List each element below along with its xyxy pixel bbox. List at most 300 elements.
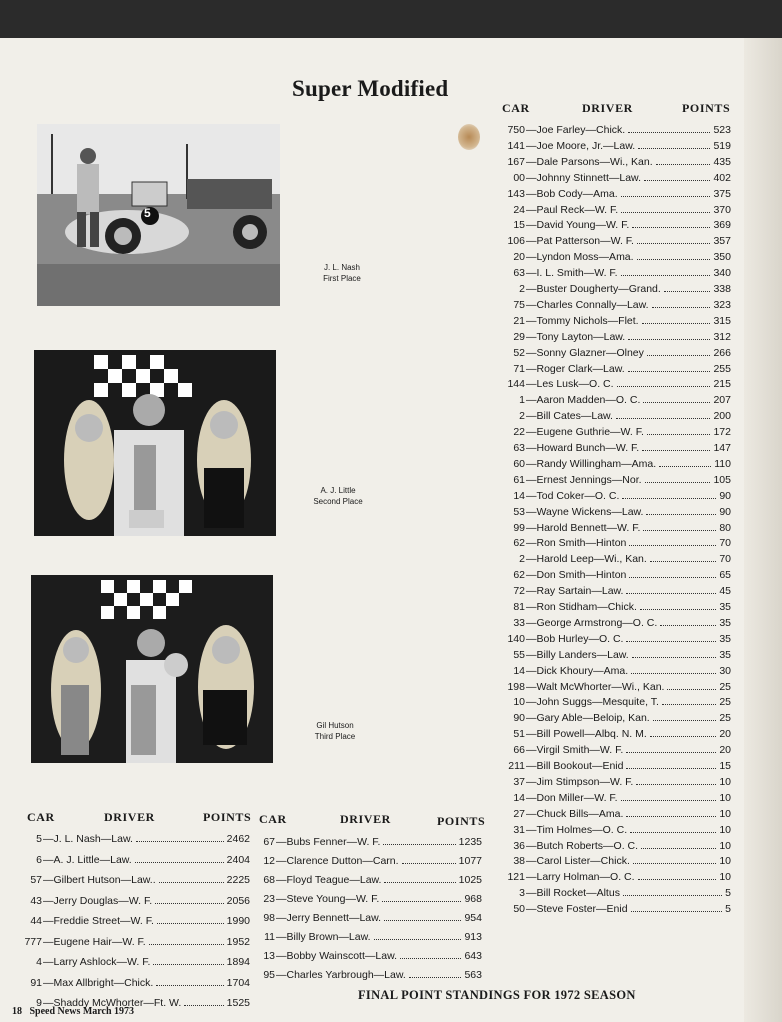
leader-dots — [647, 434, 711, 435]
points-value: 2462 — [226, 833, 250, 845]
standings-row — [493, 537, 731, 549]
car-number: 11 — [264, 931, 275, 943]
car-number: 20 — [513, 251, 525, 264]
driver-name: —I. L. Smith—W. F. — [526, 267, 618, 280]
standings-row — [493, 728, 731, 740]
driver-name: —Gilbert Hutson—Law.. — [43, 874, 156, 886]
car-number: 5 — [144, 206, 151, 220]
header-driver: DRIVER — [104, 810, 155, 824]
leader-dots — [621, 212, 710, 213]
driver-name: —John Suggs—Mesquite, T. — [526, 696, 659, 709]
leader-dots — [632, 227, 710, 228]
leader-dots — [640, 609, 716, 610]
standings-row — [493, 299, 731, 311]
car-number: 90 — [513, 712, 525, 725]
points-value: 200 — [713, 410, 731, 423]
standings-row — [493, 569, 731, 581]
points-value: 10 — [719, 871, 731, 884]
standings-row — [493, 140, 731, 152]
caption-name: Gil Hutson — [316, 721, 354, 730]
points-value: 2225 — [226, 874, 250, 886]
caption-name: A. J. Little — [320, 486, 356, 495]
standings-row — [250, 855, 482, 867]
leader-dots — [638, 148, 710, 149]
leader-dots — [626, 593, 716, 594]
standings-row — [250, 969, 482, 981]
leader-dots — [157, 923, 224, 924]
header-points: POINTS — [682, 101, 731, 115]
leader-dots — [383, 844, 455, 845]
car-number: 67 — [263, 836, 275, 848]
points-value: 312 — [713, 330, 731, 343]
points-value: 172 — [713, 426, 731, 439]
driver-name: —Chuck Bills—Ama. — [526, 807, 624, 820]
car-number: 3 — [519, 887, 525, 900]
car-number: 167 — [507, 155, 525, 168]
points-value: 255 — [713, 362, 731, 375]
leader-dots — [623, 895, 722, 896]
car-number: 14 — [513, 489, 525, 502]
photo-second-place — [34, 350, 276, 536]
standings-row — [493, 156, 731, 168]
stain — [458, 124, 480, 150]
leader-dots — [384, 882, 455, 883]
points-value: 90 — [719, 505, 731, 518]
leader-dots — [153, 964, 223, 965]
standings-row — [493, 776, 731, 788]
car-number: 143 — [507, 187, 525, 200]
car-number: 121 — [507, 871, 525, 884]
leader-dots — [626, 816, 716, 817]
leader-dots — [637, 243, 711, 244]
winners-photo — [31, 575, 273, 763]
driver-name: —Max Allbright—Chick. — [43, 976, 154, 989]
leader-dots — [136, 841, 224, 842]
driver-name: —Tommy Nichols—Flet. — [526, 314, 639, 327]
car-number: 23 — [263, 893, 275, 905]
car-number: 27 — [513, 807, 525, 820]
driver-name: —Roger Clark—Law. — [526, 362, 625, 375]
leader-dots — [633, 863, 716, 864]
driver-name: —Sonny Glazner—Olney — [526, 346, 644, 359]
car-number: 141 — [507, 139, 525, 152]
leader-dots — [656, 164, 711, 165]
driver-name: —Billy Brown—Law. — [276, 931, 371, 943]
points-value: 20 — [719, 728, 731, 741]
points-value: 110 — [714, 457, 731, 470]
driver-name: —Clarence Dutton—Carn. — [276, 855, 399, 867]
points-value: 10 — [719, 775, 731, 788]
leader-dots — [135, 862, 224, 863]
standings-row — [493, 219, 731, 231]
standings-row — [493, 792, 731, 804]
leader-dots — [650, 561, 717, 562]
photo-third-place — [31, 575, 273, 763]
points-value: 1525 — [226, 997, 250, 1009]
points-value: 70 — [719, 553, 731, 566]
points-value: 350 — [713, 251, 731, 264]
points-value: 338 — [713, 283, 731, 295]
standings-row — [493, 696, 731, 708]
standings-row — [493, 617, 731, 629]
standings-row — [493, 331, 731, 343]
car-number: 13 — [263, 950, 275, 962]
driver-name: —Eugene Hair—W. F. — [43, 935, 146, 948]
car-number: 14 — [513, 664, 525, 677]
car-number: 24 — [513, 203, 525, 216]
standings-row — [493, 124, 731, 136]
driver-name: —A. J. Little—Law. — [43, 853, 132, 866]
driver-name: —Wayne Wickens—Law. — [526, 505, 644, 518]
driver-name: —Bill Rocket—Altus — [526, 887, 620, 900]
points-value: 10 — [719, 823, 731, 836]
leader-dots — [642, 450, 710, 451]
driver-name: —Charles Connally—Law. — [526, 298, 649, 311]
points-value: 375 — [713, 187, 731, 200]
page-title: Super Modified — [292, 76, 449, 101]
points-value: 402 — [713, 171, 731, 184]
points-value: 913 — [464, 931, 482, 943]
driver-name: —Paul Reck—W. F. — [526, 203, 619, 216]
car-number: 1 — [519, 394, 525, 407]
driver-name: —Buster Dougherty—Grand. — [526, 283, 661, 295]
car-number: 37 — [513, 775, 525, 788]
header-driver: DRIVER — [582, 101, 633, 115]
standings-row — [493, 442, 731, 454]
leader-dots — [621, 275, 711, 276]
points-value: 90 — [719, 489, 731, 502]
driver-name: —Bill Cates—Law. — [526, 410, 613, 423]
publication: Speed News March 1973 — [29, 1006, 135, 1017]
points-value: 519 — [713, 139, 731, 152]
points-value: 147 — [713, 442, 731, 454]
car-number: 43 — [30, 894, 42, 907]
car-number: 52 — [513, 346, 525, 359]
driver-name: —Walt McWhorter—Wi., Kan. — [526, 680, 665, 693]
car-number: 21 — [513, 314, 525, 327]
leader-dots — [629, 577, 716, 578]
leader-dots — [631, 911, 723, 912]
driver-name: —Johnny Stinnett—Law. — [526, 171, 641, 184]
standings-row — [250, 912, 482, 924]
standings-row — [493, 824, 731, 836]
points-value: 1704 — [226, 976, 250, 989]
car-number: 31 — [513, 823, 525, 836]
leader-dots — [402, 863, 456, 864]
header-points: POINTS — [437, 814, 486, 828]
driver-name: —Freddie Street—W. F. — [43, 915, 154, 927]
car-number: 36 — [513, 839, 525, 852]
car-number: 2 — [519, 410, 525, 423]
driver-name: —Eugene Guthrie—W. F. — [526, 426, 644, 439]
standings-row — [12, 956, 250, 968]
leader-dots — [622, 498, 716, 499]
driver-name: —Bubs Fenner—W. F. — [276, 836, 381, 848]
page-number: 18 — [12, 1006, 22, 1017]
car-number: 50 — [513, 903, 525, 916]
leader-dots — [149, 944, 224, 945]
caption-place: Third Place — [314, 732, 356, 741]
driver-name: —Charles Yarbrough—Law. — [276, 969, 406, 981]
race-car-photo — [37, 124, 280, 306]
car-number: 66 — [513, 744, 525, 757]
driver-name: —Bob Hurley—O. C. — [526, 632, 624, 645]
leader-dots — [621, 800, 717, 801]
car-number: 62 — [513, 537, 525, 550]
caption-place: Second Place — [313, 497, 363, 506]
driver-name: —Joe Moore, Jr.—Law. — [526, 139, 636, 152]
points-value: 2404 — [226, 853, 250, 866]
leader-dots — [667, 689, 716, 690]
page-edge — [744, 38, 782, 1022]
standings-row — [493, 363, 731, 375]
car-number: 99 — [513, 521, 525, 534]
driver-name: —Bill Bookout—Enid — [526, 760, 624, 772]
leader-dots — [643, 530, 716, 531]
car-number: 29 — [513, 330, 525, 343]
leader-dots — [664, 291, 711, 292]
points-value: 35 — [719, 616, 731, 629]
standings-row — [493, 490, 731, 502]
points-value: 1025 — [458, 874, 482, 886]
driver-name: —Joe Farley—Chick. — [526, 124, 626, 136]
standings-title: FINAL POINT STANDINGS FOR 1972 SEASON — [358, 988, 636, 1002]
driver-name: —Ron Smith—Hinton — [526, 537, 627, 550]
standings-row — [493, 347, 731, 359]
standings-row — [12, 833, 250, 845]
driver-name: —Pat Patterson—W. F. — [526, 235, 634, 248]
standings-row — [493, 474, 731, 486]
driver-name: —Bobby Wainscott—Law. — [276, 950, 397, 962]
points-value: 323 — [713, 298, 731, 311]
car-number: 198 — [507, 680, 525, 693]
car-number: 72 — [513, 585, 525, 598]
points-value: 1894 — [226, 956, 250, 968]
standings-row — [493, 840, 731, 852]
car-number: 51 — [513, 728, 525, 741]
driver-name: —Aaron Madden—O. C. — [526, 394, 641, 407]
leader-dots — [626, 641, 716, 642]
photo-first-place — [37, 124, 280, 306]
driver-name: —Bill Powell—Albq. N. M. — [526, 728, 647, 741]
leader-dots — [652, 307, 711, 308]
points-value: 10 — [719, 791, 731, 804]
standings-row — [493, 394, 731, 406]
leader-dots — [641, 848, 716, 849]
standings-row — [493, 855, 731, 867]
standings-row — [493, 585, 731, 597]
car-number: 33 — [513, 616, 525, 629]
points-value: 25 — [719, 712, 731, 725]
header-car: CAR — [259, 812, 287, 826]
driver-name: —Dale Parsons—Wi., Kan. — [526, 155, 653, 168]
standings-row — [493, 426, 731, 438]
leader-dots — [660, 625, 716, 626]
driver-name: —George Armstrong—O. C. — [526, 616, 658, 629]
car-number: 63 — [513, 267, 525, 280]
standings-row — [250, 931, 482, 943]
leader-dots — [629, 545, 716, 546]
points-value: 30 — [719, 664, 731, 677]
standings-row — [250, 950, 482, 962]
leader-dots — [617, 386, 711, 387]
driver-name: —Don Miller—W. F. — [526, 791, 618, 804]
driver-name: —Jerry Bennett—Law. — [276, 912, 382, 924]
points-value: 25 — [719, 696, 731, 709]
car-number: 91 — [30, 976, 42, 989]
driver-name: —Bob Cody—Ama. — [526, 187, 618, 200]
leader-dots — [650, 736, 717, 737]
leader-dots — [156, 985, 223, 986]
standings-row — [493, 553, 731, 565]
points-value: 2056 — [226, 894, 250, 907]
leader-dots — [662, 704, 716, 705]
car-number: 62 — [513, 569, 525, 582]
standings-row — [12, 895, 250, 907]
points-value: 369 — [713, 219, 731, 232]
standings-row — [493, 871, 731, 883]
standings-row — [12, 936, 250, 948]
standings-row — [493, 315, 731, 327]
leader-dots — [628, 371, 711, 372]
car-number: 144 — [507, 378, 525, 391]
footer-left — [12, 1006, 134, 1017]
standings-row — [493, 633, 731, 645]
leader-dots — [382, 901, 461, 902]
standings-row — [493, 601, 731, 613]
standings-row — [493, 378, 731, 390]
points-value: 215 — [713, 378, 731, 391]
car-number: 75 — [513, 298, 525, 311]
driver-name: —Larry Ashlock—W. F. — [43, 956, 151, 968]
points-value: 435 — [713, 155, 731, 168]
points-value: 1990 — [226, 915, 250, 927]
points-value: 10 — [719, 807, 731, 820]
leader-dots — [374, 939, 462, 940]
leader-dots — [616, 418, 711, 419]
standings-row — [493, 235, 731, 247]
car-number: 14 — [513, 791, 525, 804]
points-value: 15 — [719, 760, 731, 772]
car-number: 55 — [513, 648, 525, 661]
car-number: 6 — [36, 853, 42, 866]
standings-row — [493, 522, 731, 534]
driver-name: —Virgil Smith—W. F. — [526, 744, 624, 757]
standings-row — [12, 874, 250, 886]
driver-name: —Larry Holman—O. C. — [526, 871, 635, 884]
standings-row — [493, 665, 731, 677]
points-value: 105 — [713, 473, 731, 486]
points-value: 5 — [725, 903, 731, 916]
caption-first-place — [302, 262, 382, 284]
driver-name: —Howard Bunch—W. F. — [526, 442, 640, 454]
driver-name: —Ron Stidham—Chick. — [526, 601, 637, 613]
standings-row — [493, 744, 731, 756]
standings-row — [493, 172, 731, 184]
leader-dots — [647, 355, 711, 356]
standings-row — [250, 874, 482, 886]
driver-name: —Floyd Teague—Law. — [276, 874, 382, 886]
car-number: 5 — [36, 833, 42, 845]
standings-row — [493, 808, 731, 820]
points-value: 70 — [719, 537, 731, 550]
driver-name: —David Young—W. F. — [526, 219, 630, 232]
standings-row — [493, 506, 731, 518]
car-number: 71 — [513, 362, 525, 375]
leader-dots — [155, 903, 224, 904]
points-value: 20 — [719, 744, 731, 757]
leader-dots — [631, 673, 716, 674]
driver-name: —Jerry Douglas—W. F. — [43, 894, 153, 907]
driver-name: —Gary Able—Beloip, Kan. — [526, 712, 650, 725]
leader-dots — [628, 132, 710, 133]
driver-name: —Butch Roberts—O. C. — [526, 839, 639, 852]
points-value: 207 — [713, 394, 731, 407]
car-number: 57 — [30, 874, 42, 886]
caption-second-place — [298, 485, 378, 507]
caption-third-place — [295, 720, 375, 742]
points-value: 357 — [713, 235, 731, 248]
leader-dots — [659, 466, 711, 467]
points-value: 266 — [713, 346, 731, 359]
car-number: 98 — [263, 912, 275, 924]
car-number: 95 — [263, 969, 275, 981]
car-number: 106 — [507, 235, 525, 248]
car-number: 81 — [513, 601, 525, 613]
standings-row — [493, 887, 731, 899]
points-value: 563 — [464, 969, 482, 981]
car-number: 2 — [519, 553, 525, 566]
driver-name: —Jim Stimpson—W. F. — [526, 775, 634, 788]
car-number: 68 — [263, 874, 275, 886]
driver-name: —Tony Layton—Law. — [526, 330, 626, 343]
points-value: 80 — [719, 521, 731, 534]
driver-name: —J. L. Nash—Law. — [43, 833, 133, 845]
driver-name: —Ernest Jennings—Nor. — [526, 473, 642, 486]
caption-name: J. L. Nash — [323, 263, 360, 272]
standings-row — [493, 649, 731, 661]
standings-row — [493, 410, 731, 422]
points-value: 315 — [713, 314, 731, 327]
car-number: 750 — [507, 124, 525, 136]
header-points: POINTS — [203, 810, 252, 824]
leader-dots — [409, 977, 462, 978]
car-number: 777 — [24, 935, 42, 948]
points-value: 65 — [719, 569, 731, 582]
header-driver: DRIVER — [340, 812, 391, 826]
driver-name: —Lyndon Moss—Ama. — [526, 251, 634, 264]
leader-dots — [636, 784, 716, 785]
leader-dots — [643, 402, 710, 403]
leader-dots — [653, 720, 717, 721]
leader-dots — [638, 879, 717, 880]
driver-name: —Don Smith—Hinton — [526, 569, 627, 582]
driver-name: —Randy Willingham—Ama. — [526, 457, 657, 470]
car-number: 38 — [513, 855, 525, 868]
standings-row — [493, 251, 731, 263]
driver-name: —Steve Young—W. F. — [276, 893, 380, 905]
driver-name: —Steve Foster—Enid — [526, 903, 628, 916]
points-value: 340 — [713, 267, 731, 280]
points-value: 643 — [464, 950, 482, 962]
car-number: 9 — [36, 997, 42, 1009]
driver-name: —Dick Khoury—Ama. — [526, 664, 629, 677]
points-value: 10 — [719, 855, 731, 868]
car-number: 15 — [513, 219, 525, 232]
standings-row — [12, 915, 250, 927]
header-car: CAR — [27, 810, 55, 824]
leader-dots — [644, 180, 710, 181]
